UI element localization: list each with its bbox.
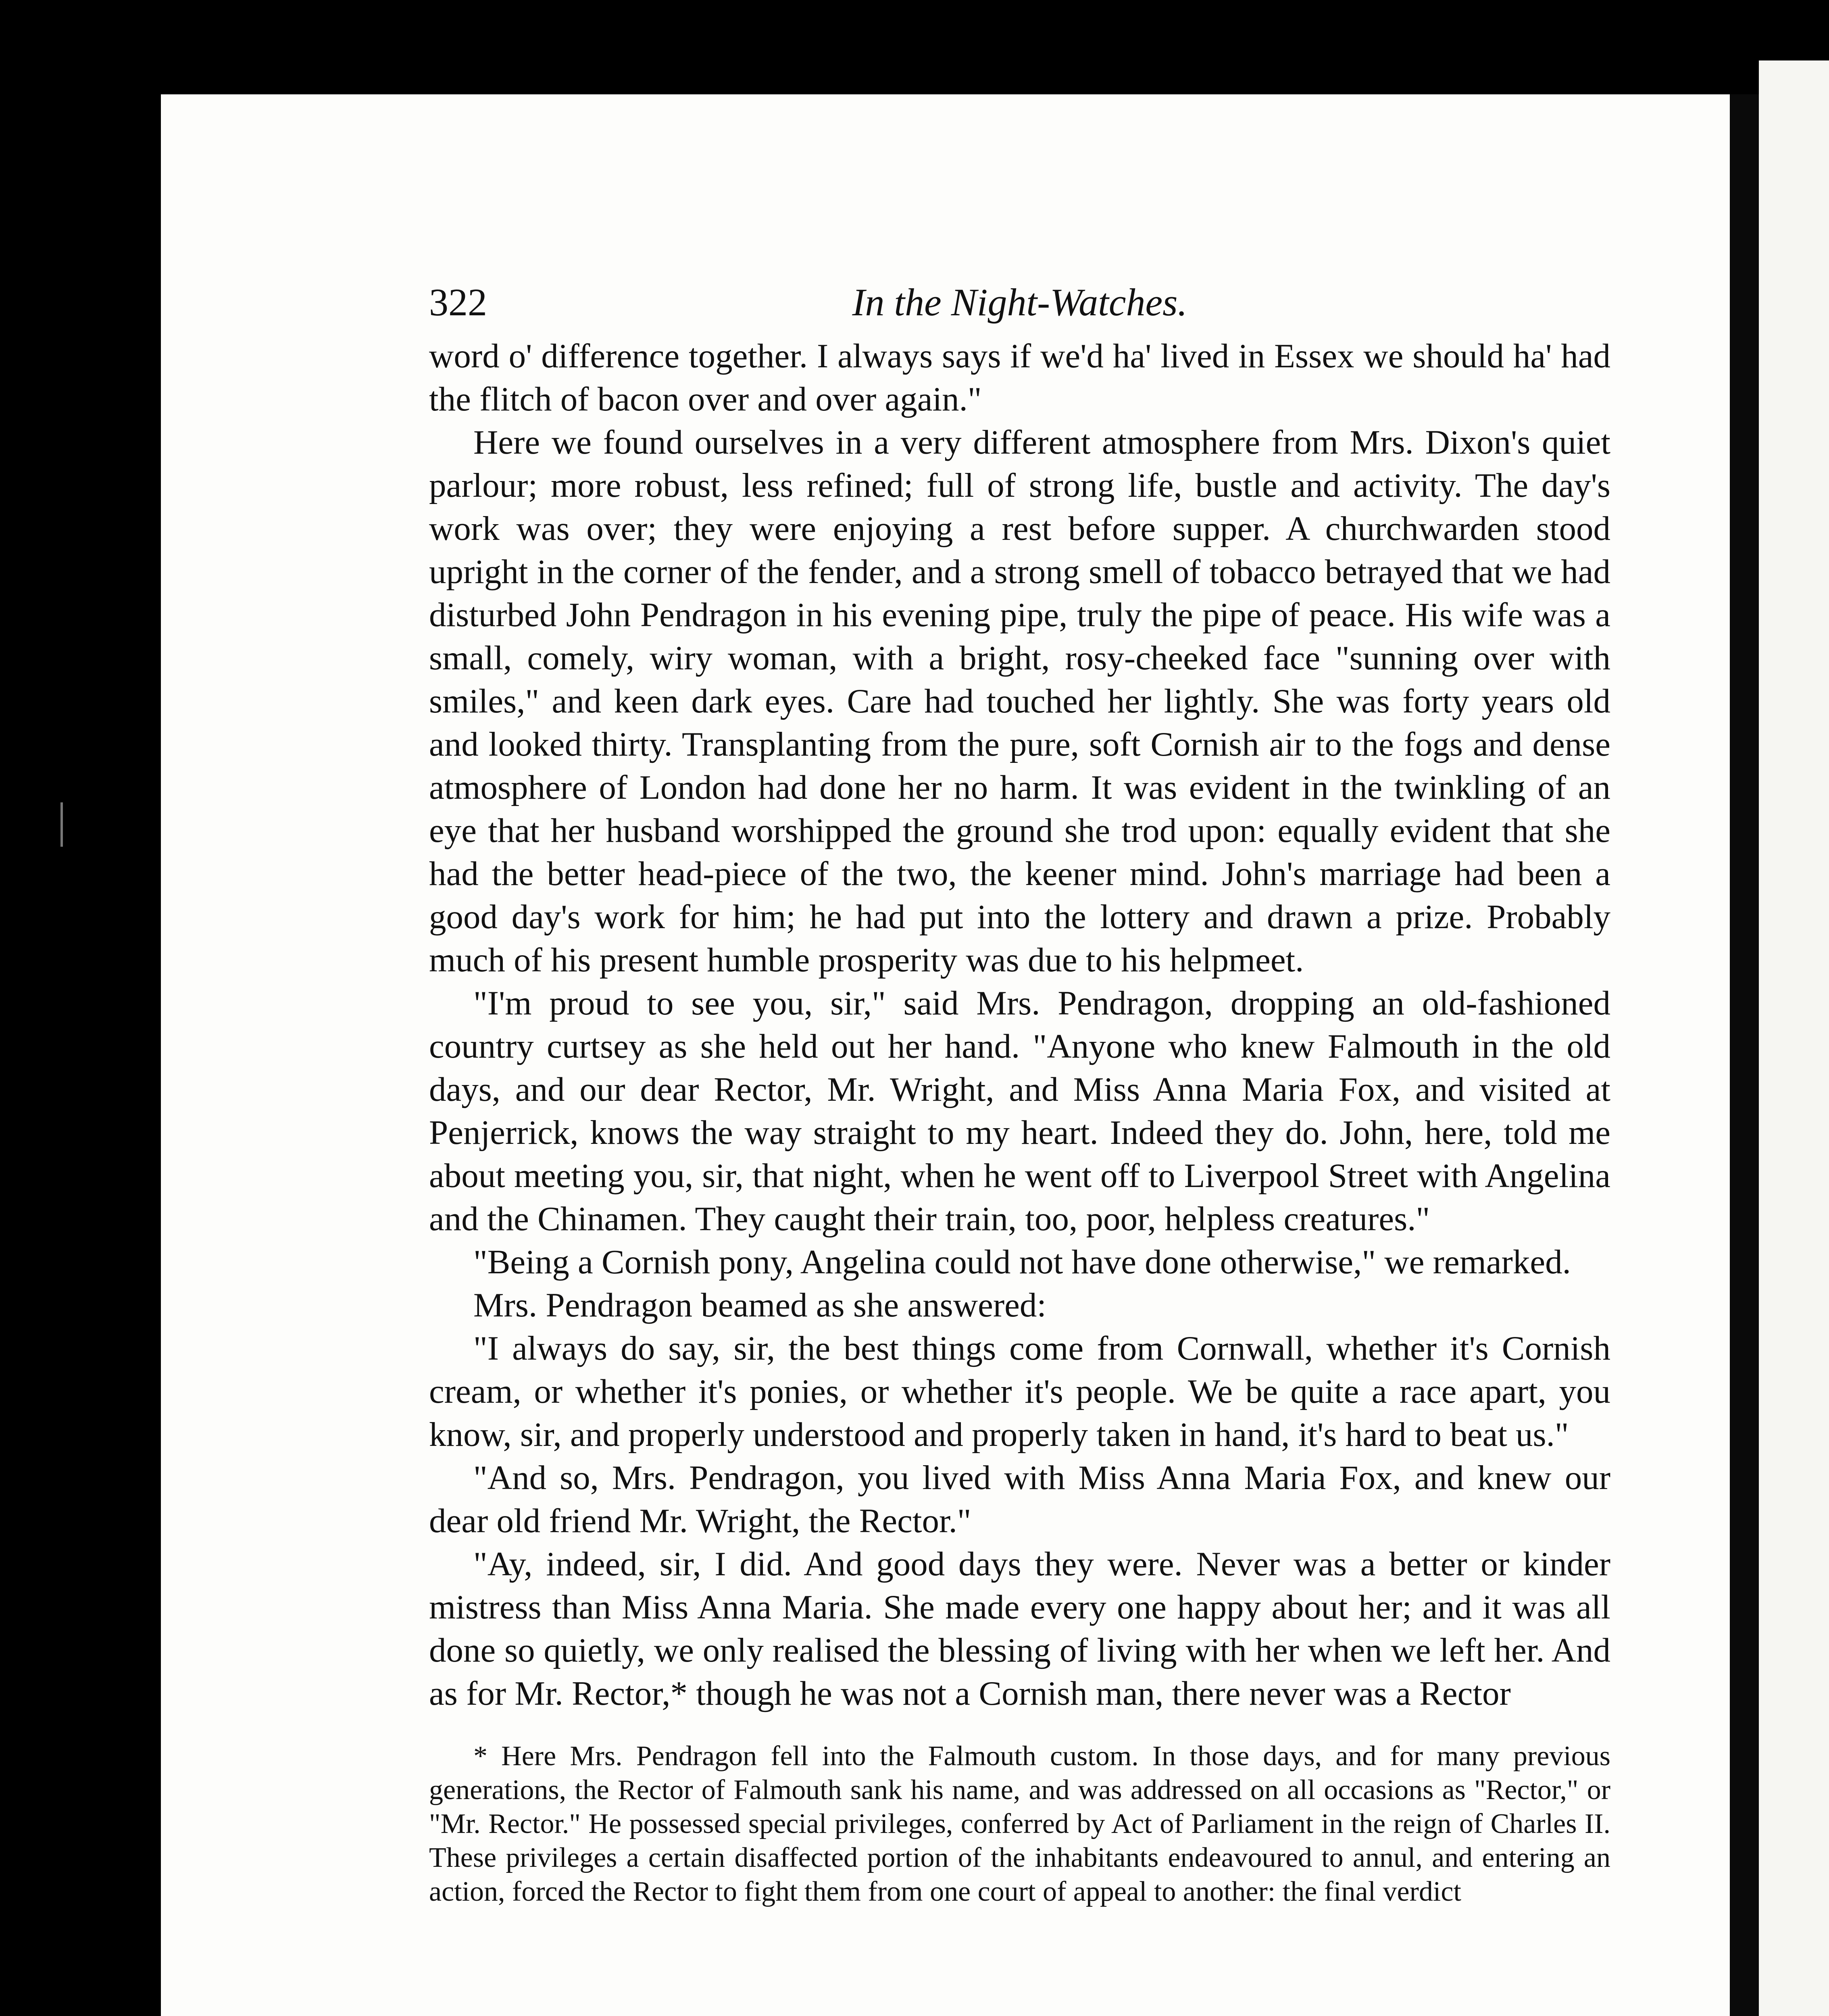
footnote bbox=[429, 1739, 1610, 1909]
paragraph: "And so, Mrs. Pendragon, you lived with Miss Anna Maria Fox, and knew our dear old friend Mr. Wright, the Rector." bbox=[429, 1459, 1610, 1540]
paragraph: Here we found ourselves in a very different atmosphere from Mrs. Dixon's quiet parlour; more robust, less refined; full of strong life, bustle and activity. The day's work was over; they were enjoying a rest before supper. A churchwarden stood upright in the corner of the fender, and a strong smell of tobacco betrayed that we had disturbed John Pendragon in his evening pipe, truly the pipe of peace. His wife was a small, comely, wiry woman, with a bright, rosy-cheeked face "sunning over with smiles," and keen dark eyes. Care had touched her lightly. She was forty years old and looked thirty. Transplanting from the pure, soft Cornish air to the fogs and dense atmosphere of London had done her no harm. It was evident in the twinkling of an eye that her husband worshipped the ground she trod upon: equally evident that she had the better head-piece of the two, the keener mind. John's marriage had been a good day's work for him; he had put into the lottery and drawn a prize. Probably much of his present humble prosperity was due to his helpmeet. bbox=[429, 423, 1610, 979]
running-title: In the Night-Watches. bbox=[852, 281, 1187, 324]
paragraph: "I'm proud to see you, sir," said Mrs. Pendragon, dropping an old-fashioned country curtsey as she held out her hand. "Anyone who knew Falmouth in the old days, and our dear Rector, Mr. Wright, and Miss Anna Maria Fox, and visited at Penjerrick, knows the way straight to my heart. Indeed they do. John, here, told me about meeting you, sir, that night, when he went off to Liverpool Street with Angelina and the Chinamen. They caught their train, too, poor, helpless creatures." bbox=[429, 984, 1610, 1238]
page-gutter-shadow bbox=[1730, 94, 1759, 2016]
paragraph: word o' difference together. I always says if we'd ha' lived in Essex we should ha' had the flitch of bacon over and over again." bbox=[429, 337, 1610, 418]
margin-mark bbox=[60, 802, 63, 847]
footnote-text: * Here Mrs. Pendragon fell into the Falmouth custom. In those days, and for many previous generations, the Rector of Falmouth sank his name, and was addressed on all occasions as "Rector," or "Mr. Rector." He possessed special privileges, conferred by Act of Parliament in the reign of Charles II. These privileges a certain disaffected portion of the inhabitants endeavoured to annul, and entering an action, forced the Rector to fight them from one court of appeal to another: the final verdict bbox=[429, 1741, 1610, 1907]
page-number: 322 bbox=[429, 281, 487, 324]
paragraph: "I always do say, sir, the best things come from Cornwall, whether it's Cornish cream, or whether it's ponies, or whether it's people. We be quite a race apart, you know, sir, and properly understood and properly taken in hand, it's hard to beat us." bbox=[429, 1329, 1610, 1454]
body-text bbox=[429, 335, 1610, 1715]
running-head bbox=[429, 278, 1610, 327]
paragraph: "Being a Cornish pony, Angelina could not have done otherwise," we remarked. bbox=[473, 1243, 1571, 1281]
page-content bbox=[429, 278, 1610, 1909]
paragraph: "Ay, indeed, sir, I did. And good days they were. Never was a better or kinder mistress than Miss Anna Maria. She made every one happy about her; and it was all done so quietly, we only realised the blessing of living with her when we left her. And as for Mr. Rector,* though he was not a Cornish man, there never was a Rector bbox=[429, 1545, 1610, 1712]
next-page-edge bbox=[1759, 60, 1829, 2016]
paragraph: Mrs. Pendragon beamed as she answered: bbox=[473, 1286, 1046, 1324]
